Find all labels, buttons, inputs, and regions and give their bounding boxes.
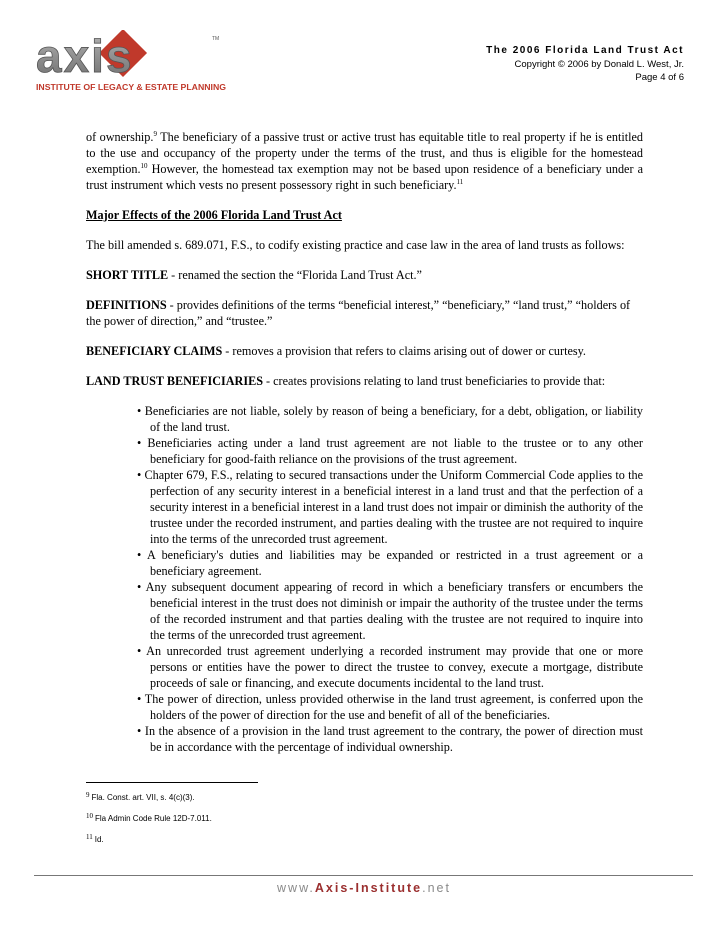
land-trust-beneficiaries-paragraph — [86, 373, 643, 389]
document-body — [86, 129, 643, 755]
logo-subtitle: INSTITUTE OF LEGACY & ESTATE PLANNING — [36, 82, 227, 92]
logo-wordmark: axis — [36, 30, 134, 82]
footer-divider — [34, 875, 693, 876]
definitions-text: - provides definitions of the terms “beneficial interest,” “beneficiary,” “land trust,” “holders of the power of direction,” and “trustee.” — [86, 298, 631, 328]
beneficiary-provisions-list — [86, 403, 643, 755]
footnote-text: Fla. Const. art. VII, s. 4(c)(3). — [91, 793, 195, 802]
footer-url-suffix: .net — [422, 881, 451, 895]
intro-text-3: However, the homestead tax exemption may not be based upon residence of a beneficiary under a trust instrument which vests no present possessory right in such beneficiary. — [86, 162, 643, 192]
footnote-text: Id. — [94, 835, 104, 844]
page-number: Page 4 of 6 — [635, 72, 684, 83]
short-title-label: SHORT TITLE — [86, 268, 169, 282]
land-trust-beneficiaries-label: LAND TRUST BENEFICIARIES — [86, 374, 263, 388]
footnote-ref-11[interactable]: 11 — [456, 178, 464, 186]
list-item: • Beneficiaries are not liable, solely by reason of being a beneficiary, for a debt, obligation, or liability of the land trust. — [137, 404, 643, 434]
list-item: • An unrecorded trust agreement underlying a recorded instrument may provide that one or more persons or entities have the power to direct the trustee to convey, execute a mortgage, distribute proceeds of sale or financing, and execute documents incidental to the land trust. — [137, 644, 643, 690]
footnote-10 — [86, 811, 212, 824]
short-title-text: - renamed the section the “Florida Land Trust Act.” — [168, 268, 422, 282]
copyright-line: Copyright © 2006 by Donald L. West, Jr. — [514, 59, 684, 70]
list-item: • In the absence of a provision in the land trust agreement to the contrary, the power of direction must be in accordance with the percentage of individual ownership. — [137, 724, 643, 754]
definitions-label: DEFINITIONS — [86, 298, 167, 312]
short-title-paragraph — [86, 267, 643, 283]
footnote-number: 11 — [86, 833, 93, 841]
section-heading: Major Effects of the 2006 Florida Land Trust Act — [86, 208, 342, 222]
beneficiary-claims-paragraph — [86, 343, 643, 359]
intro-text-1: of ownership. — [86, 130, 154, 144]
list-item: • Chapter 679, F.S., relating to secured transactions under the Uniform Commercial Code applies to the perfection of any security interest in a beneficial interest in a land trust and that the perfection of a security interest in a beneficial interest in a land trust does not impair or diminish the authority of the trustee under the recorded instrument, and parties dealing with the trustee are not required to inquire into the terms of the unrecorded trust agreement. — [137, 468, 643, 546]
footnote-divider — [86, 782, 258, 783]
footnote-number: 10 — [86, 812, 93, 820]
logo-trademark: TM — [212, 36, 220, 42]
footnote-ref-10[interactable]: 10 — [140, 162, 148, 170]
footer-url[interactable] — [0, 881, 728, 895]
footnote-number: 9 — [86, 791, 90, 799]
document-header — [486, 44, 684, 84]
footnote-ref-9[interactable]: 9 — [153, 130, 157, 138]
beneficiary-claims-text: - removes a provision that refers to claims arising out of dower or curtesy. — [222, 344, 586, 358]
footnote-9 — [86, 790, 195, 803]
intro-paragraph — [86, 129, 643, 193]
list-item: • Beneficiaries acting under a land trust agreement are not liable to the trustee or to any other beneficiary for good-faith reliance on the provisions of the trust agreement. — [137, 436, 643, 466]
document-title: The 2006 Florida Land Trust Act — [486, 45, 684, 56]
footnote-11 — [86, 832, 104, 845]
list-item: • The power of direction, unless provided otherwise in the land trust agreement, is conferred upon the holders of the power of direction for the use and benefit of all of the beneficiaries. — [137, 692, 643, 722]
axis-logo — [34, 30, 230, 96]
footer-url-prefix: www. — [277, 881, 315, 895]
list-item: • Any subsequent document appearing of record in which a beneficiary transfers or encumbers the beneficial interest in the trust does not diminish or impair the authority of the trustee under the terms of the recorded instrument and that parties dealing with the trustee are not required to inquire into the terms of the unrecorded trust agreement. — [137, 580, 643, 642]
list-item: • A beneficiary's duties and liabilities may be expanded or restricted in a trust agreement or a beneficiary agreement. — [137, 548, 643, 578]
beneficiary-claims-label: BENEFICIARY CLAIMS — [86, 344, 223, 358]
footnote-text: Fla Admin Code Rule 12D-7.011. — [95, 814, 212, 823]
intro-text-2: The beneficiary of a passive trust or active trust has equitable title to real property if he is entitled to the use and occupancy of the property under the terms of the trust, and thus is eligible for the homestead exemption. — [86, 130, 643, 176]
land-trust-beneficiaries-text: - creates provisions relating to land trust beneficiaries to provide that: — [263, 374, 606, 388]
footer-url-site: Axis-Institute — [314, 881, 423, 895]
amended-paragraph: The bill amended s. 689.071, F.S., to codify existing practice and case law in the area of land trusts as follows: — [86, 238, 625, 252]
definitions-paragraph — [86, 297, 643, 329]
